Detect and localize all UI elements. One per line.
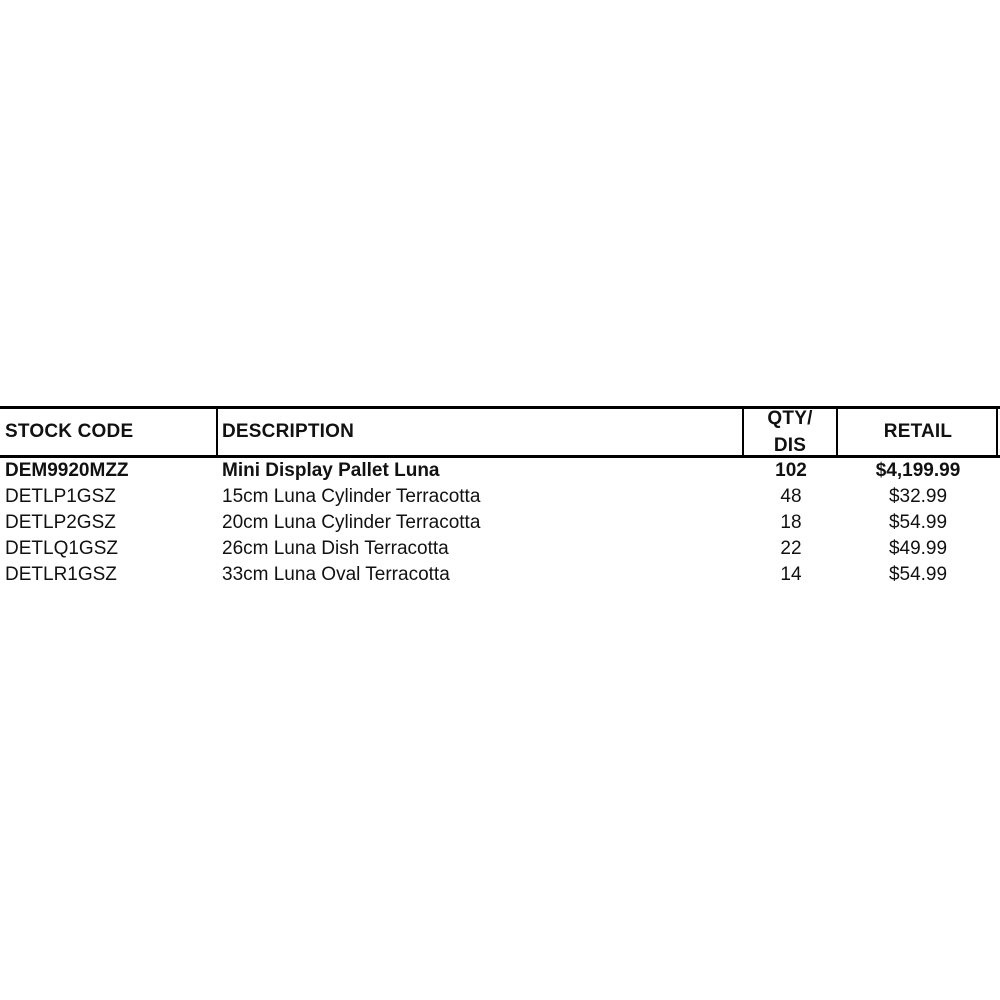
- qty-cell: 22: [780, 538, 802, 559]
- table-row: [0, 484, 1000, 510]
- column-divider: [996, 409, 998, 455]
- table-row: [0, 458, 1000, 484]
- stock-code-cell: DETLQ1GSZ: [5, 538, 118, 559]
- header-retail: RETAIL: [883, 421, 953, 442]
- retail-cell: $32.99: [888, 486, 948, 507]
- stock-code-cell: DETLP1GSZ: [5, 486, 116, 507]
- stock-code-cell: DETLP2GSZ: [5, 512, 116, 533]
- table-row: [0, 510, 1000, 536]
- header-stock-code: STOCK CODE: [5, 421, 134, 442]
- qty-cell: 102: [775, 460, 807, 481]
- header-qty-line2: DIS: [773, 435, 807, 456]
- table-row: [0, 562, 1000, 588]
- description-cell: 26cm Luna Dish Terracotta: [222, 538, 449, 559]
- table-header: [0, 406, 1000, 458]
- retail-cell: $54.99: [888, 564, 948, 585]
- table-body: [0, 458, 1000, 588]
- product-table: [0, 406, 1000, 588]
- retail-cell: $49.99: [888, 538, 948, 559]
- qty-cell: 18: [780, 512, 802, 533]
- column-divider: [216, 409, 218, 455]
- stock-code-cell: DETLR1GSZ: [5, 564, 117, 585]
- table-row: [0, 536, 1000, 562]
- retail-cell: $4,199.99: [875, 460, 961, 481]
- description-cell: 20cm Luna Cylinder Terracotta: [222, 512, 481, 533]
- header-description: DESCRIPTION: [222, 421, 355, 442]
- description-cell: 15cm Luna Cylinder Terracotta: [222, 486, 481, 507]
- qty-cell: 48: [780, 486, 802, 507]
- retail-cell: $54.99: [888, 512, 948, 533]
- description-cell: Mini Display Pallet Luna: [222, 460, 440, 481]
- qty-cell: 14: [780, 564, 802, 585]
- header-qty-dis: [744, 409, 836, 455]
- description-cell: 33cm Luna Oval Terracotta: [222, 564, 450, 585]
- header-qty-line1: QTY/: [767, 408, 813, 429]
- stock-code-cell: DEM9920MZZ: [5, 460, 129, 481]
